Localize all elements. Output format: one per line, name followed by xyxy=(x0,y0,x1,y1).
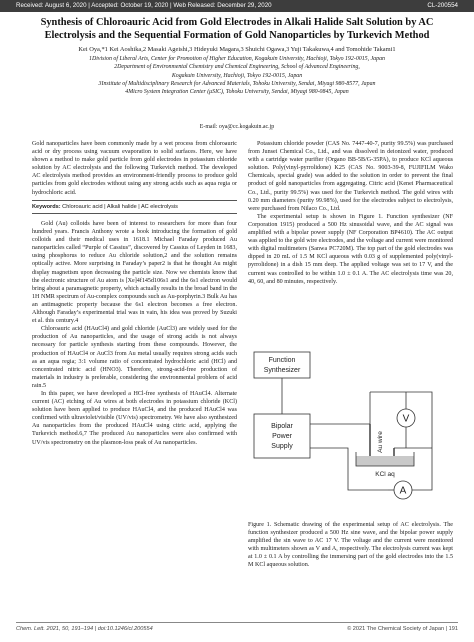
affiliation-2-cont: Kogakuin University, Hachioji, Tokyo 192-0015, Japan xyxy=(171,72,303,79)
paragraph-setup: The experimental setup is shown in Figure 1. Function synthesizer (NF Corporation 1915) produced a 500 Hz sinusoidal wave, and the AC signal was amplified with a bipolar power supply (NF Corporation BP4610). The AC output was applied to the gold wire electrodes, and the voltage and current were monitored with digital multimeters (Sanwa PC720M). The top part of the gold electrodes was dipped in 20 mL of 1.5 M KCl aqueous with 0.03 g of supplemented poly(vinyl-pyrrolidone) in a dish 15 mm deep. The applied voltage was set to 17 V, and the current was controlled to be within 1.0 ± 0.1 A. The AC electrolysis time was 20, 40, 60, and 80 minutes, respectively. xyxy=(248,213,453,285)
paragraph-materials: Potassium chloride powder (CAS No. 7447-40-7, purity 99.5%) was purchased from Junsei Chemical Co., Ltd., and was dissolved in deionized water, produced with a cartridge water purifier (Organo BB-5B/G-35PA), to produce KCl aqueous solution. Poly(vinyl-pyrrolidone) K25 (CAS No. 9003-39-8, FUJIFILM Wako Chemicals, special grade) was added to the solution in order to prevent the final product of gold nanoparticles from aggregating. Citric acid (Kenei Pharmaceutical Co., Ltd., purity 99.5%) was used for the Turkevich method. The gold wires with 0.20 mm diameters (purity 99.98%), used for the electrodes subject to electrolysis, were purchased from Nilaco Co., Ltd. xyxy=(248,141,453,212)
doc-id: CL-200554 xyxy=(427,2,458,9)
abstract: Gold nanoparticles have been commonly made by a wet process from chloroauric acid or dry process using vacuum evaporation to solid surfaces. Here, we have shown a method to make gold particle from gold electrodes in potassium chloride solution by AC electrolysis and the following Turkevich method. The developed AC electrolysis method provides an environment-friendly process to produce gold particles from gold electrodes without using any strong acids such as aqua regia or hydrochloric acid. xyxy=(32,141,237,196)
paragraph-chloroauric: Chloroauric acid (HAuCl4) and gold chloride (AuCl3) are widely used for the production of Au nanoparticles, and the usage of strong acids is not always necessary for particle synthesis starting from these compounds. However, the production of HAuCl4 or AuCl3 from Au metal usually requires strong acids such as an aqua regia; 3:1 volume ratio of concentrated hydrochloric acid (HCl) and concentrated nitric acid (HNO3). Therefore, strong-acid-free production of materials in industry is preferable, considering the environmental problem of acid rain.5 xyxy=(32,326,237,389)
voltmeter-label: V xyxy=(402,413,410,425)
synth-label-2: Synthesizer xyxy=(263,367,301,374)
affiliation-3: 3Institute of Multidisciplinary Research for Advanced Materials, Tohoku University, Sendai, Miyagi 980-8577, Japan xyxy=(98,80,376,87)
power-label-2: Power xyxy=(272,433,292,440)
wire-top xyxy=(310,392,370,424)
copyright-line: © 2021 The Chemical Society of Japan | 191 xyxy=(347,626,458,632)
keywords-items: Chloroauric acid | Alkali halide | AC electrolysis xyxy=(62,204,178,210)
function-synthesizer-box xyxy=(254,352,310,378)
header-bar xyxy=(0,0,474,12)
keywords-bottom-rule xyxy=(32,213,237,214)
right-column-body xyxy=(248,140,453,286)
paragraph-this-paper: In this paper, we have developed a HCl-free synthesis of HAuCl4. Alternate current (AC) etching of Au wires at both electrodes in potassium chloride (KCl) solution have been applied to produce HAuCl4, and the produced HAuCl4 was confirmed with ultraviolet/visible (UV/vis) spectrometry. We have also synthesized Au nanoparticles from the produced HAuCl4 using citric acid, applying the Turkevich method.6,7 The produced Au nanoparticles were also confirmed with UV/vis spectrometry on the plasmon-loss peak of Au nanoparticles. xyxy=(32,390,237,446)
author-list: Kei Oya,*1 Kei Aoshika,2 Masaki Ageishi,3 Hideyuki Magara,3 Shuichi Ogawa,3 Yuji Takakuwa,4 and Tomohide Takami1 xyxy=(78,46,396,53)
affiliation-4: 4Micro System Integration Center (μSIC), Tohoku University, Sendai, Miyagi 980-0845, Japan xyxy=(125,89,349,96)
paragraph-intro-history: Gold (Au) colloids have been of interest to researchers for more than four hundred years. Francis Anthony wrote a book introducing the formation of gold colloids and their medical uses in 1618.1 Michael Faraday produced Au nanoparticles called “Purple of Cassius”, discovered by Cassius of Leyden in 1683, using phosphorus to reduce Au chloride solution,2 and the solution remains optically active. More surprising in Faraday’s paper2 is that he thought Au might display magnetism upon decreasing the particle size. Now we chemists know that the electronic structure of Au atom is [Xe]4f145d106s1 and the 6s1 electron would bring about a paramagnetic property, which actually results in the broad band in the 1H NMR spectrum of Au-complex compounds such as Au-porphyrin.3 Bulk Au has an antimagnetic property because the 6s1 electron becomes a free electron. Although Faraday’s experimental trial was in vain, his idea was proved by Suzuki et al. this century.4 xyxy=(32,221,237,325)
footer-rule xyxy=(16,622,458,623)
au-wire-label: Au wire xyxy=(377,431,384,453)
keywords xyxy=(32,203,237,211)
figure-caption: Figure 1. Schematic drawing of the experimental setup of AC electrolysis. The function synthesizer produced a 500 Hz sine wave, and the bipolar power supply amplified the sin wave to AC 17 V. The voltage and the current were monitored with multimeters shown as V and A, respectively. The electrolysis current was kept at 1.0 ± 0.1 A by controlling the immersing part of the gold electrodes into the 1.5 M KCl aqueous solution. xyxy=(248,522,453,569)
power-label-1: Bipolar xyxy=(271,423,293,430)
kcl-label: KCl aq xyxy=(375,471,395,478)
paper-title: Synthesis of Chloroauric Acid from Gold Electrodes in Alkali Halide Salt Solution by AC Electrolysis and the Sequential Formation of Gold Nanoparticles by Turkevich Method xyxy=(40,17,434,41)
ammeter-label: A xyxy=(399,485,407,497)
affiliations xyxy=(16,55,458,96)
wire-a-out xyxy=(412,448,432,490)
contact-email[interactable]: E-mail: oya@cc.kogakuin.ac.jp xyxy=(199,124,275,130)
kcl-solution xyxy=(356,456,414,466)
affiliation-2: 2Department of Environmental Chemistry and Chemical Engineering, School of Advanced Engineering, xyxy=(114,64,360,71)
synth-label-1: Function xyxy=(268,357,296,364)
affiliation-1: 1Division of Liberal Arts, Center for Promotion of Higher Education, Kogakuin University, Hachioji, Tokyo 192-0015, Japan xyxy=(89,56,385,62)
power-label-3: Supply xyxy=(271,443,293,450)
wire-bottom xyxy=(310,448,388,490)
citation-line[interactable]: Chem. Lett. 2021, 50, 191–194 | doi:10.1246/cl.200554 xyxy=(16,626,153,632)
left-column-body xyxy=(32,220,237,447)
keywords-top-rule xyxy=(32,200,237,201)
keywords-label: Keywords: xyxy=(32,204,61,210)
figure-1-schematic xyxy=(248,348,453,516)
setup-diagram xyxy=(248,348,453,516)
received-dates: Received: August 6, 2020 | Accepted: October 19, 2020 | Web Released: December 29, 2020 xyxy=(16,2,272,9)
